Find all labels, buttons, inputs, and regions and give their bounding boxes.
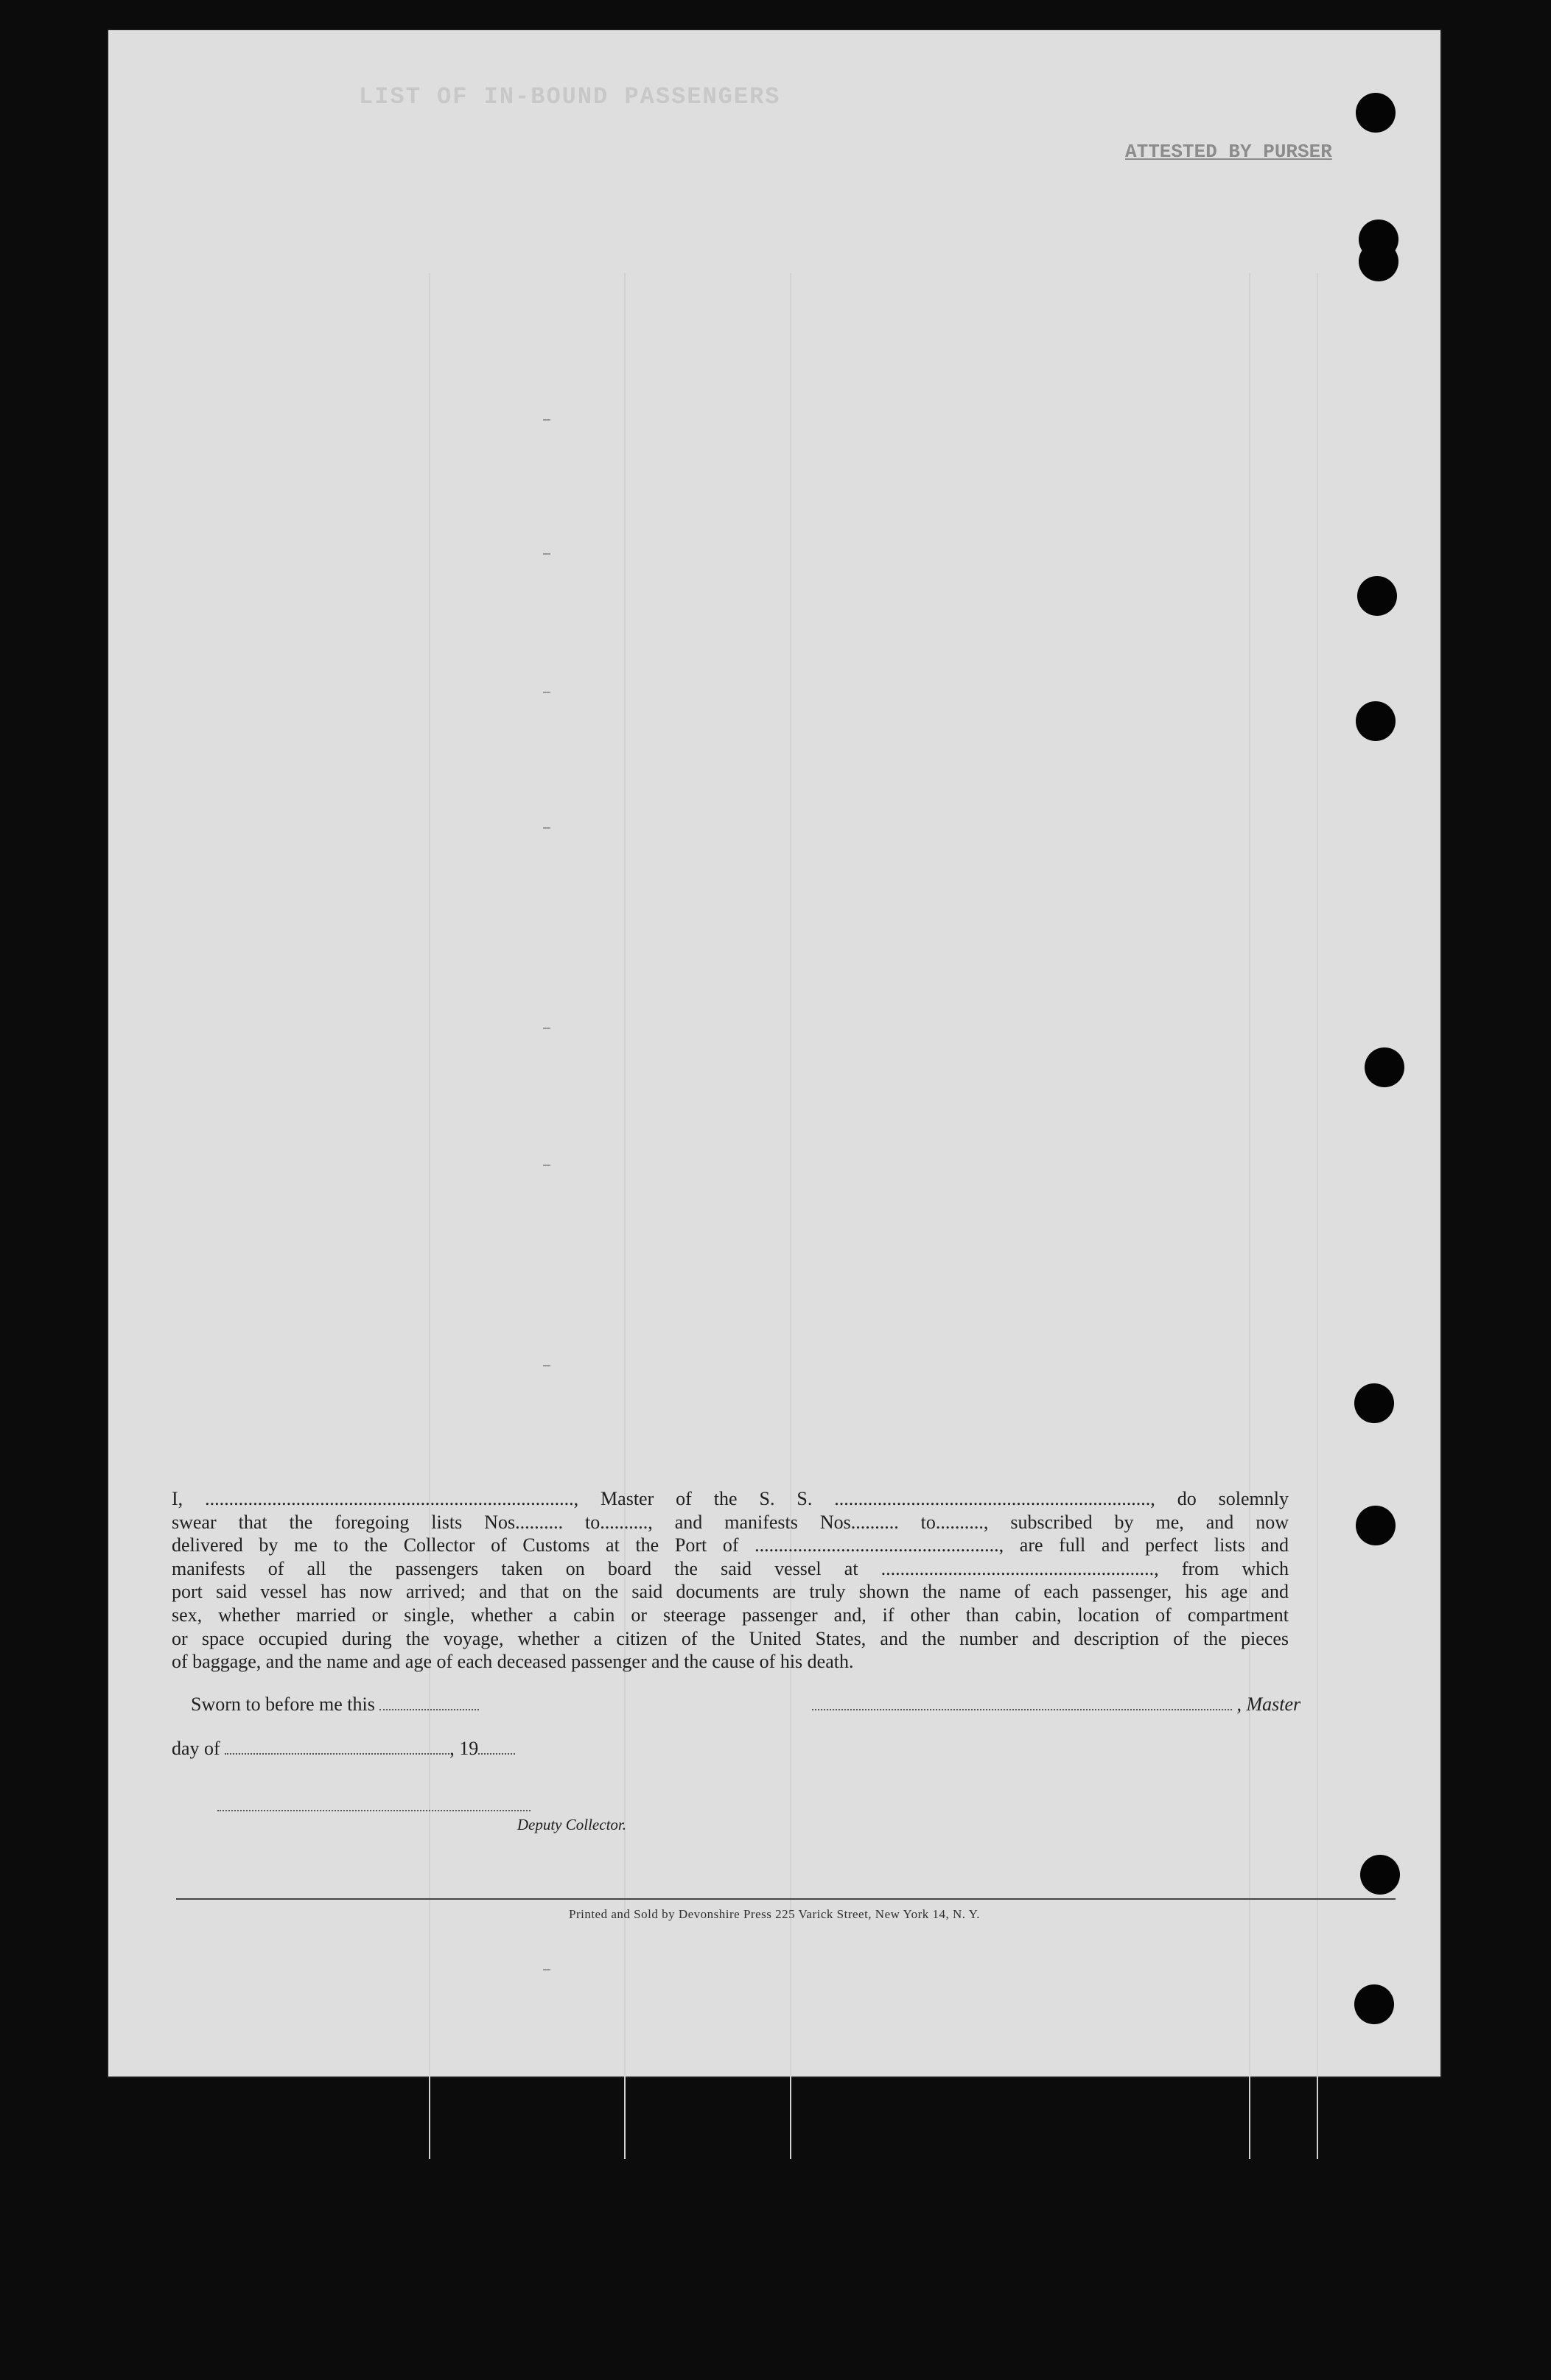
oath-line: manifests of all the passengers taken on board the said vessel at ........................................................., from which	[172, 1557, 1289, 1579]
ghost-column-rule	[1249, 273, 1250, 2159]
oath-paragraph	[172, 1487, 1289, 1674]
manifest-sheet	[108, 30, 1440, 2077]
ghost-dash	[543, 1028, 550, 1029]
deputy-collector-row	[217, 1797, 626, 1834]
year-label: , 19	[449, 1738, 479, 1759]
deputy-collector-field	[217, 1797, 531, 1811]
printer-imprint: Printed and Sold by Devonshire Press 225 Varick Street, New York 14, N. Y.	[569, 1907, 980, 1921]
deputy-collector-label: Deputy Collector.	[517, 1816, 626, 1833]
oath-line: port said vessel has now arrived; and that on the said documents are truly shown the name of each passenger, his age and	[172, 1581, 1289, 1603]
punch-hole	[1354, 1383, 1394, 1423]
oath-line: delivered by me to the Collector of Customs at the Port of ..................................................., are full and perfect lists and	[172, 1534, 1289, 1556]
punch-hole	[1356, 93, 1396, 133]
year-field	[478, 1740, 515, 1755]
sworn-date-field	[379, 1696, 479, 1710]
ghost-dash	[543, 1165, 550, 1166]
imprint-rule	[176, 1898, 1396, 1900]
oath-line: swear that the foregoing lists Nos.......... to.........., and manifests Nos.......... to.........., subscribed by me, and now	[172, 1511, 1289, 1533]
punch-hole	[1365, 1047, 1404, 1087]
ghost-dash	[543, 419, 550, 421]
master-signature-field	[812, 1696, 1232, 1710]
ghost-purser-label: ATTESTED BY PURSER	[1125, 141, 1332, 163]
oath-line: I, ............................................................................., Master of the S. S. .................................................................., do solemnly	[172, 1488, 1289, 1509]
punch-hole	[1356, 701, 1396, 741]
ghost-column-rule	[429, 273, 430, 2159]
ghost-dash	[543, 692, 550, 693]
punch-hole	[1356, 1506, 1396, 1545]
sworn-row	[191, 1693, 479, 1716]
day-of-label: day of	[172, 1738, 220, 1759]
ghost-dash	[543, 553, 550, 555]
day-of-row	[172, 1738, 515, 1760]
oath-line: or space occupied during the voyage, whether a citizen of the United States, and the number and description of the pieces	[172, 1627, 1289, 1649]
ghost-column-rule	[624, 273, 626, 2159]
ghost-list-title: LIST OF IN-BOUND PASSENGERS	[359, 83, 781, 110]
day-of-field	[225, 1740, 449, 1755]
master-label: , Master	[1236, 1693, 1301, 1715]
ghost-column-rule	[1317, 273, 1318, 2159]
oath-line: of baggage, and the name and age of each deceased passenger and the cause of his death.	[172, 1651, 854, 1673]
oath-line: sex, whether married or single, whether a cabin or steerage passenger and, if other than cabin, location of compartment	[172, 1604, 1289, 1626]
ghost-dash	[543, 1969, 550, 1970]
ghost-column-rule	[790, 273, 791, 2159]
punch-hole	[1354, 1984, 1394, 2024]
punch-hole	[1357, 576, 1397, 616]
punch-hole	[1359, 242, 1398, 281]
sworn-label: Sworn to before me this	[191, 1693, 375, 1715]
punch-hole	[1360, 1855, 1400, 1895]
master-signature-row	[812, 1693, 1300, 1716]
ghost-dash	[543, 827, 550, 829]
ghost-dash	[543, 1365, 550, 1366]
